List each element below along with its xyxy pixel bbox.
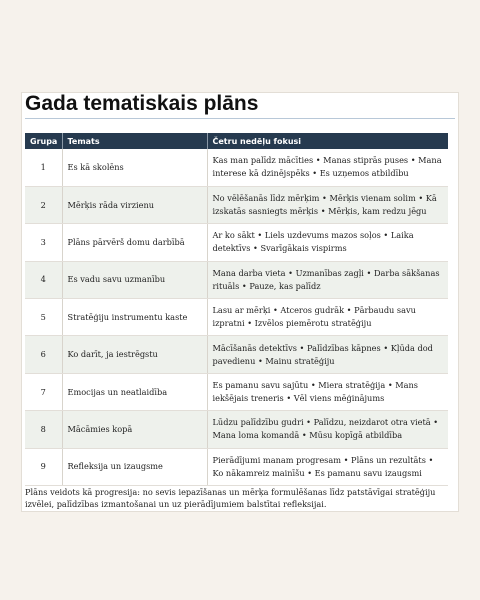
row-focus: Mana darba vieta • Uzmanības zagļi • Darba sākšanas rituāls • Pauze, kas palīdz [207,261,448,298]
table-row [25,411,448,448]
row-theme: Es vadu savu uzmanību [62,261,207,298]
table-row [25,299,448,336]
row-focus: Lūdzu palīdzību gudri • Palīdzu, neizdarot otra vietā • Mana loma komandā • Mūsu kopīgā atbildība [207,411,448,448]
row-focus: Lasu ar mērķi • Atceros gudrāk • Pārbaudu savu izpratni • Izvēlos piemērotu stratēģiju [207,299,448,336]
row-theme: Refleksija un izaugsme [62,448,207,485]
row-focus: Es pamanu savu sajūtu • Miera stratēģija • Mans iekšējais treneris • Vēl viens mēģinājums [207,373,448,410]
row-theme: Ko darīt, ja iestrēgstu [62,336,207,373]
footnote: Plāns veidots kā progresija: no sevis iepazīšanas un mērķa formulēšanas līdz patstāvīgai stratēģiju izvēlei, palīdzības izmantošanai un uz pierādījumiem balstītai refleksijai. [25,487,436,509]
row-group: 1 [25,149,62,186]
header-focus: Četru nedēļu fokusi [207,133,448,149]
row-group: 5 [25,299,62,336]
table-row [25,261,448,298]
row-focus: Ar ko sākt • Liels uzdevums mazos soļos • Laika detektīvs • Svarīgākais vispirms [207,224,448,261]
row-group: 3 [25,224,62,261]
header-theme: Temats [62,133,207,149]
row-theme: Mērķis rāda virzienu [62,186,207,223]
table-row [25,336,448,373]
table-row [25,224,448,261]
row-group: 4 [25,261,62,298]
page-title: Gada tematiskais plāns [25,92,259,115]
row-theme: Es kā skolēns [62,149,207,186]
row-group: 2 [25,186,62,223]
table-header-row [25,133,448,149]
table-row [25,149,448,186]
row-group: 6 [25,336,62,373]
row-group: 8 [25,411,62,448]
row-focus: Pierādījumi manam progresam • Plāns un rezultāts • Ko nākamreiz mainīšu • Es pamanu savu izaugsmi [207,448,448,485]
plan-table [25,133,448,486]
row-group: 7 [25,373,62,410]
row-theme: Mācāmies kopā [62,411,207,448]
row-focus: No vēlēšanās līdz mērķim • Mērķis vienam solim • Kā izskatās sasniegts mērķis • Mērķis, kam redzu jēgu [207,186,448,223]
title-divider [25,118,455,119]
row-focus: Mācīšanās detektīvs • Palīdzības kāpnes • Kļūda dod pavedienu • Mainu stratēģiju [207,336,448,373]
table-row [25,186,448,223]
table-row [25,448,448,485]
row-theme: Plāns pārvērš domu darbībā [62,224,207,261]
row-focus: Kas man palīdz mācīties • Manas stiprās puses • Mana interese kā dzinējspēks • Es uzņemos atbildību [207,149,448,186]
row-theme: Stratēģiju instrumentu kaste [62,299,207,336]
header-group: Grupa [25,133,62,149]
row-group: 9 [25,448,62,485]
document-page [21,92,459,512]
table-row [25,373,448,410]
row-theme: Emocijas un neatlaidība [62,373,207,410]
